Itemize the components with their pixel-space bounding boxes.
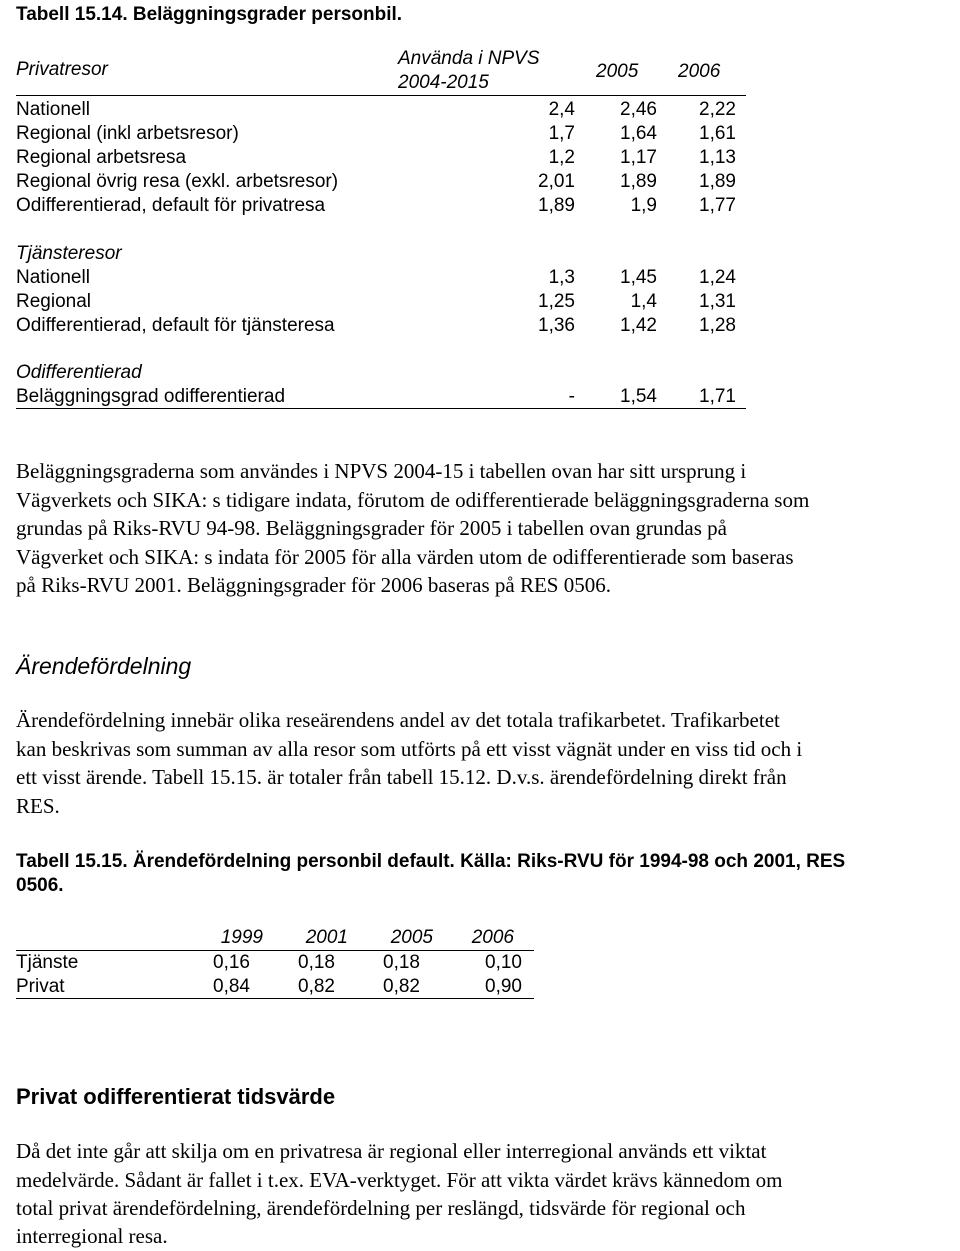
table1-col3-header: 2006 xyxy=(678,61,721,82)
table2-year-header: 2001 xyxy=(305,927,348,948)
table1-row-label: Regional övrig resa (exkl. arbetsresor) xyxy=(16,171,339,192)
section-heading: Privat odifferentierat tidsvärde xyxy=(16,1084,336,1109)
table1-cell: 1,25 xyxy=(538,291,575,312)
paragraph-line: grundas på Riks-RVU 94-98. Beläggningsgrader för 2005 i tabellen ovan grundas på xyxy=(16,516,727,540)
table2-cell: 0,18 xyxy=(298,952,335,973)
table2-cell: 0,16 xyxy=(213,952,250,973)
table2-cell: 0,82 xyxy=(383,976,420,997)
table1-cell: 1,17 xyxy=(620,147,657,168)
table1-cell: 1,31 xyxy=(699,291,736,312)
table1-bottom-rule xyxy=(16,408,746,409)
table1-col2-header: 2005 xyxy=(596,61,639,82)
table1-row-label: Beläggningsgrad odifferentierad xyxy=(16,386,286,407)
table1-cell: 1,54 xyxy=(620,386,657,407)
table2-cell: 0,84 xyxy=(213,976,250,997)
table1-cell: 1,7 xyxy=(548,123,575,144)
table2-year-header: 1999 xyxy=(220,927,263,948)
table1-row-label: Odifferentierad, default för tjänsteresa xyxy=(16,315,335,336)
table2-cell: 0,90 xyxy=(485,976,522,997)
table1-cell: - xyxy=(568,386,575,407)
table1-cell: 1,89 xyxy=(538,195,575,216)
table2-cell: 0,82 xyxy=(298,976,335,997)
paragraph-line: Vägverkets och SIKA: s tidigare indata, förutom de odifferentierade beläggningsgraderna som xyxy=(16,488,810,512)
table1-cell: 1,77 xyxy=(699,195,736,216)
table1-cell: 2,22 xyxy=(699,99,736,120)
table1-section-undiff: Odifferentierad xyxy=(16,362,142,383)
paragraph-line: total privat ärendefördelning, ärendefördelning per reslängd, tidsvärde för regional och xyxy=(16,1196,746,1220)
table1-cell: 1,71 xyxy=(699,386,736,407)
table1-cell: 1,13 xyxy=(699,147,736,168)
table1-cell: 1,4 xyxy=(630,291,657,312)
table1-cell: 1,28 xyxy=(699,315,736,336)
table2-year-header: 2005 xyxy=(390,927,433,948)
table2-bottom-rule xyxy=(16,998,534,999)
section-heading: Ärendefördelning xyxy=(16,653,192,679)
table1-cell: 2,46 xyxy=(620,99,657,120)
paragraph-line: Ärendefördelning innebär olika reseärendens andel av det totala trafikarbetet. Trafikarbetet xyxy=(16,708,780,732)
table1-row-label: Nationell xyxy=(16,267,90,288)
table1-col1-header-line2: 2004-2015 xyxy=(398,72,489,93)
table1-section-private: Privatresor xyxy=(16,59,108,80)
table2-row-label: Privat xyxy=(16,976,65,997)
paragraph-line: Vägverket och SIKA: s indata för 2005 för alla värden utom de odifferentierade som baseras xyxy=(16,545,794,569)
table1-cell: 1,42 xyxy=(620,315,657,336)
paragraph-line: medelvärde. Sådant är fallet i t.ex. EVA-verktyget. För att vikta värdet krävs kännedom om xyxy=(16,1168,783,1192)
table2-row-label: Tjänste xyxy=(16,952,79,973)
table2-cell: 0,10 xyxy=(485,952,522,973)
table1-cell: 2,4 xyxy=(548,99,575,120)
table1-row-label: Regional xyxy=(16,291,91,312)
table1-col1-header-line1: Använda i NPVS xyxy=(398,48,540,69)
table1-row-label: Regional (inkl arbetsresor) xyxy=(16,123,239,144)
table1-cell: 1,64 xyxy=(620,123,657,144)
table1-cell: 1,9 xyxy=(630,195,657,216)
paragraph-line: ett visst ärende. Tabell 15.15. är totaler från tabell 15.12. D.v.s. ärendefördelning direkt från xyxy=(16,765,787,789)
table1-row-label: Nationell xyxy=(16,99,90,120)
table2-cell: 0,18 xyxy=(383,952,420,973)
table1-cell: 2,01 xyxy=(538,171,575,192)
table2-year-header: 2006 xyxy=(471,927,514,948)
paragraph-line: kan beskrivas som summan av alla resor som utförts på ett visst vägnät under en viss tid och i xyxy=(16,737,803,761)
table1-caption: Tabell 15.14. Beläggningsgrader personbil. xyxy=(16,4,403,25)
table1-header-rule xyxy=(16,95,746,96)
table1-cell: 1,89 xyxy=(620,171,657,192)
table1-cell: 1,2 xyxy=(548,147,575,168)
table1-cell: 1,36 xyxy=(538,315,575,336)
paragraph-line: interregional resa. xyxy=(16,1224,168,1248)
table1-cell: 1,45 xyxy=(620,267,657,288)
paragraph-line: på Riks-RVU 2001. Beläggningsgrader för 2006 baseras på RES 0506. xyxy=(16,573,611,597)
table1-section-business: Tjänsteresor xyxy=(16,243,122,264)
table1-cell: 1,3 xyxy=(548,267,575,288)
table1-cell: 1,89 xyxy=(699,171,736,192)
table2-caption-cont: 0506. xyxy=(16,875,64,896)
table1-cell: 1,24 xyxy=(699,267,736,288)
table2-caption: Tabell 15.15. Ärendefördelning personbil default. Källa: Riks-RVU för 1994-98 och 2001, RES xyxy=(16,851,846,872)
table1-cell: 1,61 xyxy=(699,123,736,144)
paragraph-line: RES. xyxy=(16,794,60,818)
paragraph-line: Då det inte går att skilja om en privatresa är regional eller interregional används ett viktat xyxy=(16,1139,767,1163)
paragraph-line: Beläggningsgraderna som användes i NPVS 2004-15 i tabellen ovan har sitt ursprung i xyxy=(16,459,747,483)
table1-row-label: Odifferentierad, default för privatresa xyxy=(16,195,326,216)
table1-row-label: Regional arbetsresa xyxy=(16,147,187,168)
